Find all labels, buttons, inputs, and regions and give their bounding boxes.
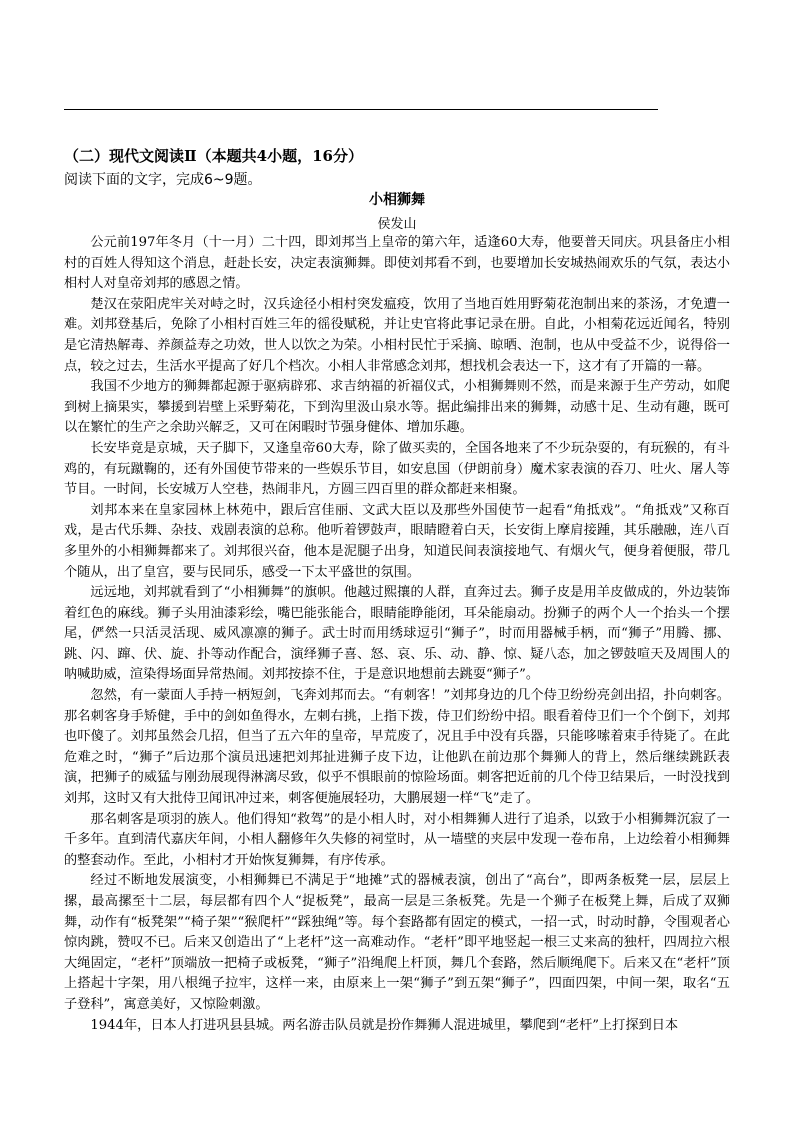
paragraph-7: 忽然，有一蒙面人手持一柄短剑，飞奔刘邦而去。“有刺客！”刘邦身边的几个侍卫纷纷亮剑出招，扑向刺客。那名刺客身手矫健，手中的剑如鱼得水，左刺右挑，上指下拨，侍卫们纷纷中招。眼看着侍卫们一个个倒下，刘邦也吓傻了。刘邦虽然会几招，但当了五六年的皇帝，早荒废了，况且手中没有兵器，只能哆嗦着束手待毙了。在此危难之时，“狮子”后边那个演员迅速把刘邦扯进狮子皮下边，让他趴在前边那个舞狮人的背上，然后继续跳跃表演，把狮子的威猛与刚劲展现得淋漓尽致，似乎不惧眼前的惊险场面。刺客把近前的几个侍卫结果后，一时没找到刘邦，这时又有大批侍卫闻讯冲过来，刺客便施展轻功，大鹏展翅一样“飞”走了。 — [64, 688, 730, 807]
paragraph-9: 经过不断地发展演变，小相狮舞已不满足于“地摊”式的器械表演，创出了“高台”，即两条板凳一层，层层上摞，最高摞至十二层，每层都有四个人“捉板凳”，最高一层是三条板凳。先是一个狮子在板凳上舞，后成了双狮舞，动作有“板凳架”“椅子架”“猴爬杆”“踩独绳”等。每个套路都有固定的模式，一招一式，时动时静，令围观者心惊肉跳，赞叹不已。后来又创造出了“上老杆”这一高难动作。“老杆”即平地竖起一根三丈来高的独杆，四周拉六根大绳固定，“老杆”顶端放一把椅子或板凳，“狮子”沿绳爬上杆顶，舞几个套路，然后顺绳爬下。后来又在“老杆”顶上搭起十字架，用八根绳子拉牢，这样一来，由原来上一架“狮子”到五架“狮子”，四面四架，中间一架，取名“五子登科”，寓意美好，又惊险刺激。 — [64, 873, 730, 1012]
paragraph-8: 那名刺客是项羽的族人。他们得知“救驾”的是小相人时，对小相舞狮人进行了追杀，以致于小相狮舞沉寂了一千多年。直到清代嘉庆年间，小相人翻修年久失修的祠堂时，从一墙壁的夹层中发现一卷布帛，上边绘着小相狮舞的整套动作。至此，小相村才开始恢复狮舞，有序传承。 — [64, 811, 730, 868]
reading-instruction: 阅读下面的文字，完成6~9题。 — [64, 172, 262, 188]
section-heading: （二）现代文阅读Ⅱ（本题共4小题，16分） — [64, 147, 363, 165]
paragraph-5: 刘邦本来在皇家园林上林苑中，跟后宫佳丽、文武大臣以及那些外国使节一起看“角抵戏”。“角抵戏”又称百戏，是古代乐舞、杂技、戏剧表演的总称。他听着锣鼓声，眼睛瞪着白天，长安街上摩肩接踵，其乐融融，连八百多里外的小相狮舞都来了。刘邦很兴奋，他本是泥腿子出身，知道民间表演接地气、有烟火气，便身着便服，带几个随从，出了皇宫，要与民同乐，感受一下太平盛世的氛围。 — [64, 502, 730, 580]
header-rule — [64, 109, 658, 110]
article-body — [64, 233, 730, 1036]
paragraph-3: 我国不少地方的狮舞都起源于驱病辟邪、求吉纳福的祈福仪式，小相狮舞则不然，而是来源于生产劳动，如爬到树上摘果实，攀援到岩壁上采野菊花，下到沟里汲山泉水等。据此编排出来的狮舞，动感十足、生动有趣，既可以在繁忙的生产之余助兴解乏，又可在闲暇时节强身健体、增加乐趣。 — [64, 379, 730, 436]
paragraph-10: 1944年，日本人打进巩县县城。两名游击队员就是扮作舞狮人混进城里，攀爬到“老杆”上打探到日本 — [90, 1017, 679, 1033]
paragraph-1: 公元前197年冬月（十一月）二十四，即刘邦当上皇帝的第六年，适逢60大寿，他要普天同庆。巩县备庄小相村的百姓人得知这个消息，赶赴长安，决定表演狮舞。即使刘邦看不到，也要增加长安城热闹欢乐的气氛，表达小相村人对皇帝刘邦的感恩之情。 — [64, 235, 730, 292]
paragraph-6: 远远地，刘邦就看到了“小相狮舞”的旗帜。他越过熙攘的人群，直奔过去。狮子皮是用羊皮做成的，外边装饰着红色的麻线。狮子头用油漆彩绘，嘴巴能张能合，眼睛能睁能闭，耳朵能扇动。扮狮子的两个人一个抬头一个摆尾，俨然一只活灵活现、威风凛凛的狮子。武士时而用绣球逗引“狮子”，时而用器械手柄，而“狮子”用腾、挪、跳、闪、蹿、伏、旋、扑等动作配合，演绎狮子喜、怒、哀、乐、动、静、惊、疑八态，加之锣鼓喧天及周围人的呐喊助威，渲染得场面异常热闹。刘邦按捺不住，于是意识地想前去跳耍“狮子”。 — [64, 585, 730, 683]
article-author: 侯发山 — [377, 217, 417, 232]
article-title: 小相狮舞 — [369, 192, 425, 208]
paragraph-4: 长安毕竟是京城，天子脚下，又逢皇帝60大寿，除了做买卖的，全国各地来了不少玩杂耍的，有玩猴的，有斗鸡的，有玩蹴鞠的，还有外国使节带来的一些娱乐节目，如安息国（伊朗前身）魔术家表演的吞刀、吐火、屠人等节目。一时间，长安城万人空巷，热闹非凡，方圆三四百里的群众都赶来相聚。 — [64, 440, 730, 498]
paragraph-2: 楚汉在荥阳虎牢关对峙之时，汉兵途径小相村突发瘟疫，饮用了当地百姓用野菊花泡制出来的茶汤，才免遭一难。刘邦登基后，免除了小相村百姓三年的徭役赋税，并让史官将此事记录在册。自此，小相菊花远近闻名，特别是它清热解毒、养颜益寿之功效，世人以饮之为荣。小相村民忙于采摘、晾晒、泡制，也从中受益不少，说得俗一点，较之过去，生活水平提高了好几个档次。小相人非常感念刘邦，想找机会表达一下，这才有了开篇的一幕。 — [64, 296, 730, 374]
